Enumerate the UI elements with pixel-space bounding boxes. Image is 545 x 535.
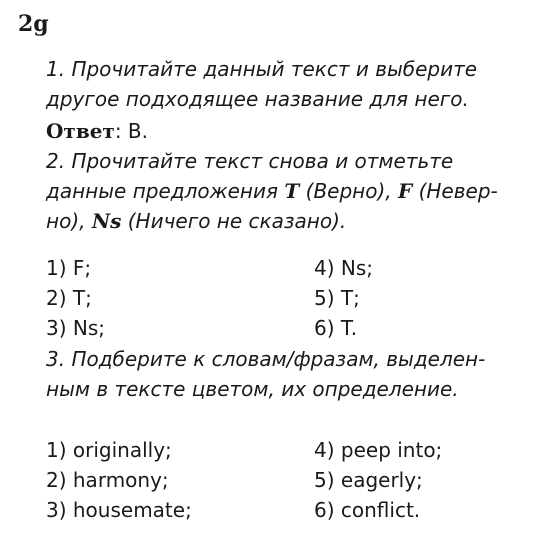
list-item: 4) Ns; xyxy=(314,256,374,280)
list-item: 4) peep into; xyxy=(314,438,443,462)
list-item: 1) originally; xyxy=(46,438,172,462)
task-2-line-1: 2. Прочитайте текст снова и отметьте xyxy=(46,149,454,173)
list-item: 1) F; xyxy=(46,256,92,280)
section-heading: 2g xyxy=(18,11,49,37)
list-item: 5) eagerly; xyxy=(314,468,423,492)
task-3-instruction xyxy=(46,344,526,404)
task-2-line-2-a: данные предложения xyxy=(46,179,285,203)
task-2-line-3 xyxy=(46,206,526,236)
task-1-instruction xyxy=(46,54,526,114)
task-3-answers-left xyxy=(46,435,192,525)
list-item: 2) T; xyxy=(46,286,92,310)
list-item: 3) housemate; xyxy=(46,498,192,522)
task-2-line-3-b: (Ничего не сказано). xyxy=(121,209,347,233)
list-item: 3) Ns; xyxy=(46,316,106,340)
task-1-line-1: 1. Прочитайте данный текст и выберите xyxy=(46,57,478,81)
task-2-instruction xyxy=(46,146,526,236)
false-letter: F xyxy=(398,179,413,203)
answer-value: : B. xyxy=(114,119,149,143)
answer-label: Ответ xyxy=(46,119,115,143)
task-1-answer xyxy=(46,116,148,146)
task-2-answers-right xyxy=(314,253,373,343)
task-3-line-2: ным в тексте цветом, их определение. xyxy=(46,377,459,401)
list-item: 6) T. xyxy=(314,316,358,340)
task-3-line-1: 3. Подберите к словам/фразам, выделен- xyxy=(46,347,486,371)
not-stated-letters: Ns xyxy=(91,209,122,233)
list-item: 2) harmony; xyxy=(46,468,169,492)
task-1-line-2: другое подходящее название для него. xyxy=(46,87,469,111)
task-2-line-2-c: (Невер- xyxy=(412,179,498,203)
list-item: 6) conflict. xyxy=(314,498,421,522)
task-2-line-2 xyxy=(46,176,526,206)
true-letter: T xyxy=(284,179,300,203)
task-2-answers-left xyxy=(46,253,105,343)
list-item: 5) T; xyxy=(314,286,360,310)
task-3-answers-right xyxy=(314,435,442,525)
task-2-line-2-b: (Верно), xyxy=(299,179,399,203)
task-2-line-3-a: но), xyxy=(46,209,92,233)
